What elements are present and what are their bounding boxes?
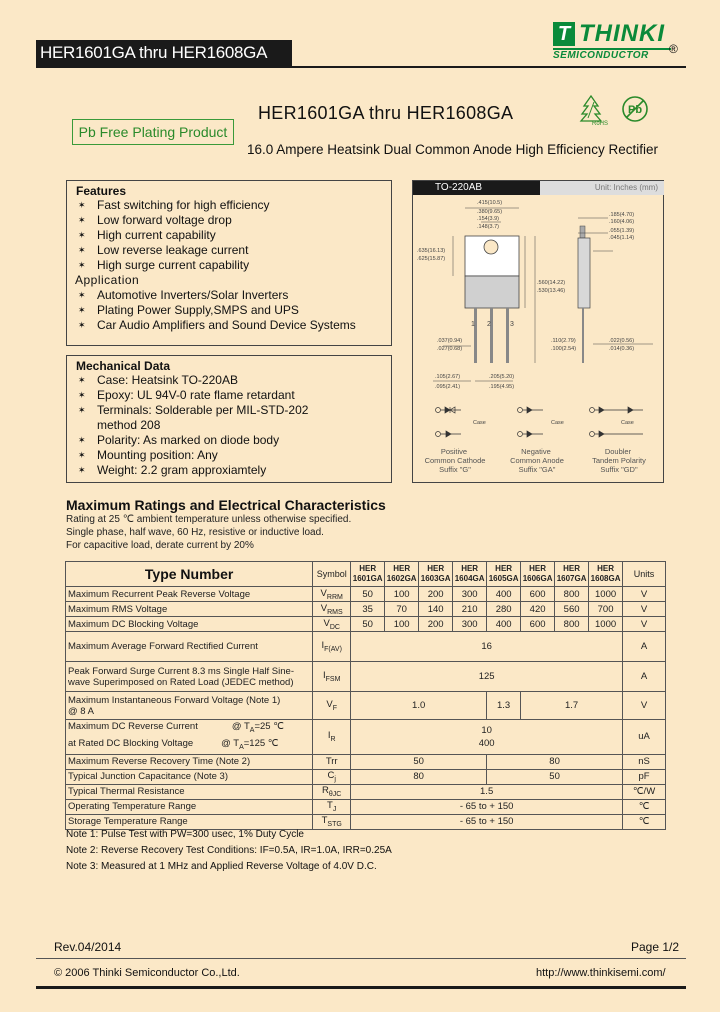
table-row: Maximum Recurrent Peak Reverse Voltage $V_{RRM}$ 50 100 200 300 400 600 800 1000 V <box>66 587 666 602</box>
pb-label: Pb <box>628 104 643 116</box>
application-item: ✶ Plating Power Supply,SMPS and UPS <box>67 303 391 318</box>
dim-label: .095(2.41) <box>435 384 461 390</box>
revision-label: Rev.04/2014 <box>54 940 122 954</box>
registered-mark: ® <box>669 42 678 56</box>
dim-label: .530(13.46) <box>537 288 566 294</box>
dim-label: .055(1.39) <box>609 228 635 234</box>
footnote: Note 3: Measured at 1 MHz and Applied Reverse Voltage of 4.0V D.C. <box>66 861 377 872</box>
pin-label: 3 <box>510 321 514 328</box>
mechanical-item: method 208 <box>97 418 161 432</box>
application-item: ✶ Automotive Inverters/Solar Inverters <box>67 288 391 303</box>
type-number-header: Type Number <box>66 562 313 587</box>
footer-bar <box>36 986 686 989</box>
footer-rule <box>36 958 686 959</box>
dim-label: .154(3.9) <box>477 216 500 222</box>
mechanical-item: ✶ Weight: 2.2 gram approxiamtely <box>67 463 391 478</box>
mechanical-data-box <box>66 355 392 483</box>
mechanical-item: ✶ Mounting position: Any <box>67 448 391 463</box>
dim-label: .045(1.14) <box>609 235 635 241</box>
dim-label: .205(5.20) <box>489 374 515 380</box>
table-row: Typical Junction Capacitance (Note 3) $C_j$ 80 50 pF <box>66 769 666 784</box>
dim-label: .625(15.87) <box>417 256 446 262</box>
features-box <box>66 180 392 346</box>
dim-label: .635(16.13) <box>417 248 446 254</box>
copyright: © 2006 Thinki Semiconductor Co.,Ltd. <box>54 967 240 979</box>
dim-label: .110(2.79) <box>551 338 576 344</box>
table-row: Operating Temperature Range $T_J$ - 65 to + 150 ℃ <box>66 799 666 814</box>
mechanical-item: ✶ Case: Heatsink TO-220AB <box>67 373 391 388</box>
table-row: Maximum DC Blocking Voltage $V_{DC}$ 50 100 200 300 400 600 800 1000 V <box>66 617 666 632</box>
table-row: Maximum Instantaneous Forward Voltage (Note 1) @ 8 A $V_F$ 1.0 1.3 1.7 V <box>66 692 666 720</box>
config-label-negative: Negative Common Anode Suffix "GA" <box>510 447 564 474</box>
dim-label: .105(2.67) <box>435 374 461 380</box>
feature-item: ✶ Low reverse leakage current <box>67 243 391 258</box>
ratings-table <box>65 561 666 830</box>
footnote: Note 2: Reverse Recovery Test Conditions: IF=0.5A, IR=1.0A, IRR=0.25A <box>66 845 392 856</box>
part-header: HER 1602GA <box>385 562 419 587</box>
case-label: Case <box>621 420 634 426</box>
ratings-note: For capacitive load, derate current by 20% <box>66 540 254 551</box>
company-logo <box>553 20 683 64</box>
dim-label: .560(14.22) <box>537 280 566 286</box>
dim-label: .160(4.06) <box>609 219 635 225</box>
part-header: HER 1604GA <box>453 562 487 587</box>
units-header: Units <box>623 562 666 587</box>
part-header: HER 1607GA <box>555 562 589 587</box>
dim-label: .022(0.56) <box>609 338 635 344</box>
table-row: Maximum Average Forward Rectified Current $I_{F(AV)}$ 16 A <box>66 632 666 662</box>
feature-item: ✶ High current capability <box>67 228 391 243</box>
rohs-icon <box>578 94 612 126</box>
diode-schematic-icon <box>436 407 644 437</box>
footnote: Note 1: Pulse Test with PW=300 usec, 1% Duty Cycle <box>66 829 304 840</box>
dim-label: .415(10.5) <box>477 200 503 206</box>
part-header: HER 1608GA <box>589 562 623 587</box>
table-row: Maximum Reverse Recovery Time (Note 2) Trr 50 80 nS <box>66 754 666 769</box>
table-row: Storage Temperature Range $T_{STG}$ - 65 to + 150 ℃ <box>66 814 666 829</box>
package-name: TO-220AB <box>413 181 540 195</box>
application-item: ✶ Car Audio Amplifiers and Sound Device Systems <box>67 318 391 333</box>
config-label-doubler: Doubler Tandem Polarity Suffix "GD" <box>592 447 646 474</box>
dim-label: .100(2.54) <box>551 346 577 352</box>
dim-label: .148(3.7) <box>477 224 500 230</box>
pin-label: 1 <box>471 321 475 328</box>
feature-item: ✶ High surge current capability <box>67 258 391 273</box>
table-row: Maximum RMS Voltage $V_{RMS}$ 35 70 140 210 280 420 560 700 V <box>66 602 666 617</box>
page-title: HER1601GA thru HER1608GA <box>258 103 514 123</box>
header-rule <box>36 66 686 68</box>
table-row: Peak Forward Surge Current 8.3 ms Single Half Sine- wave Superimposed on Rated Load (JEDEC method) $I_{FSM}$ 125 A <box>66 662 666 692</box>
ratings-title: Maximum Ratings and Electrical Characteristics <box>66 497 386 513</box>
logo-mark-icon: T <box>553 22 575 46</box>
feature-item: ✶ Low forward voltage drop <box>67 213 391 228</box>
part-header: HER 1606GA <box>521 562 555 587</box>
config-label-positive: Positive Common Cathode Suffix "G" <box>424 447 486 474</box>
header-title-bar: HER1601GA thru HER1608GA <box>36 40 292 66</box>
case-label: Case <box>551 420 564 426</box>
ratings-note: Rating at 25 ℃ ambient temperature unless otherwise specified. <box>66 514 352 525</box>
package-units: Unit: Inches (mm) <box>540 181 664 195</box>
dim-label: .014(0.36) <box>609 346 635 352</box>
mechanical-item: ✶ Terminals: Solderable per MIL-STD-202 <box>67 403 391 418</box>
feature-item: ✶ Fast switching for high efficiency <box>67 198 391 213</box>
dim-label: .380(9.65) <box>477 209 503 215</box>
application-heading: Application <box>75 273 140 287</box>
table-row: Typical Thermal Resistance $R_{\theta JC}$ 1.5 ℃/W <box>66 784 666 799</box>
part-header: HER 1601GA <box>351 562 385 587</box>
mechanical-item: ✶ Polarity: As marked on diode body <box>67 433 391 448</box>
pb-free-badge: Pb Free Plating Product <box>72 119 234 145</box>
page-subtitle: 16.0 Ampere Heatsink Dual Common Anode High Efficiency Rectifier <box>247 142 658 157</box>
logo-subtitle: SEMICONDUCTOR <box>553 48 671 61</box>
case-label: Case <box>473 420 486 426</box>
package-drawing <box>413 196 663 483</box>
page-number: Page 1/2 <box>631 940 680 954</box>
dim-label: .027(0.68) <box>437 346 463 352</box>
lead-free-icon <box>620 94 650 124</box>
table-header-row <box>66 562 666 587</box>
package-outline-box <box>412 180 664 483</box>
symbol-header: Symbol <box>313 562 351 587</box>
mechanical-item: ✶ Epoxy: UL 94V-0 rate flame retardant <box>67 388 391 403</box>
logo-name: THINKI <box>579 20 665 47</box>
dim-label: .195(4.95) <box>489 384 515 390</box>
table-row: Maximum DC Reverse Current @ $T_A=25$ ℃ at Rated DC Blocking Voltage @ $T_A=125$ ℃ $I_R$ 10 400 uA <box>66 720 666 755</box>
dim-label: .185(4.70) <box>609 212 635 218</box>
dim-label: .037(0.94) <box>437 338 463 344</box>
pin-label: 2 <box>487 321 491 328</box>
part-header: HER 1605GA <box>487 562 521 587</box>
part-header: HER 1603GA <box>419 562 453 587</box>
features-heading: Features <box>76 184 127 198</box>
ratings-note: Single phase, half wave, 60 Hz, resistive or inductive load. <box>66 527 324 538</box>
mechanical-heading: Mechanical Data <box>76 359 171 373</box>
website-link[interactable]: http://www.thinkisemi.com/ <box>536 967 666 979</box>
rohs-label: RoHS <box>592 121 609 126</box>
